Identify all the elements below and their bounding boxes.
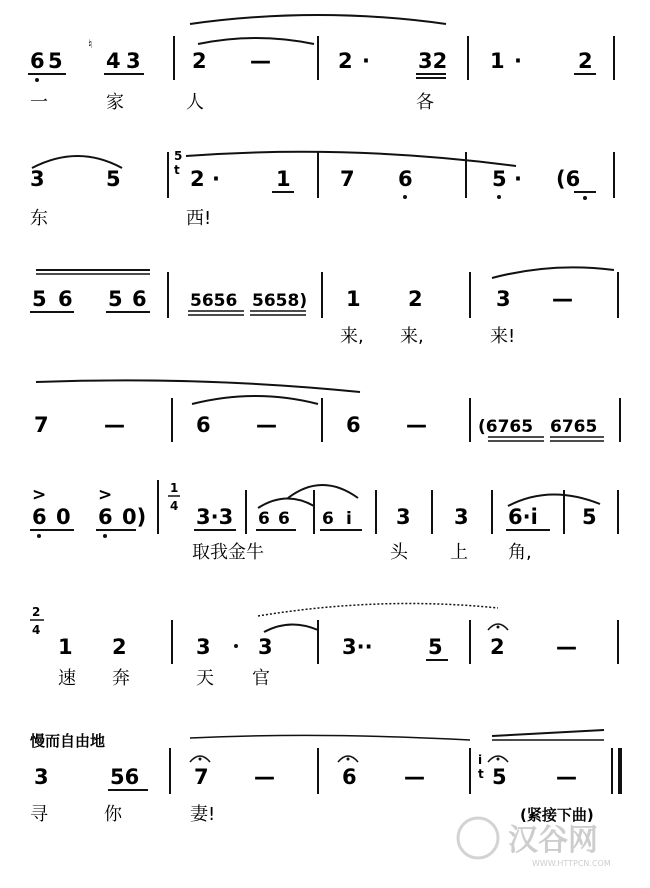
dash: — bbox=[552, 287, 573, 311]
row-5 bbox=[30, 480, 618, 563]
lyric: 奔 bbox=[112, 668, 130, 689]
grace-note: i bbox=[478, 753, 483, 767]
slur bbox=[198, 38, 314, 44]
cresc-line bbox=[492, 730, 604, 736]
note: 6 bbox=[32, 505, 47, 529]
note: 2 bbox=[190, 167, 205, 191]
lyric: 西! bbox=[186, 208, 212, 229]
lyric: 天 bbox=[196, 668, 214, 689]
note: 5 bbox=[492, 765, 507, 789]
grace-note: 5 bbox=[174, 149, 183, 163]
octave-dot bbox=[583, 196, 587, 200]
note: 3 bbox=[258, 635, 273, 659]
note: 6 bbox=[346, 413, 361, 437]
lyric: 寻 bbox=[30, 804, 48, 825]
lyric: 上 bbox=[450, 542, 468, 563]
slur bbox=[264, 624, 318, 632]
note: 5 bbox=[106, 167, 121, 191]
time-sig-bottom: 4 bbox=[170, 499, 179, 513]
note: 6 bbox=[398, 167, 413, 191]
lyric: 速 bbox=[58, 668, 76, 689]
note: 7 bbox=[34, 413, 49, 437]
note: 1 bbox=[490, 49, 505, 73]
fermata-dot bbox=[199, 758, 202, 761]
note: 6765 bbox=[550, 417, 598, 437]
note: 3 bbox=[396, 505, 411, 529]
note: 32 bbox=[418, 49, 448, 73]
dash: — bbox=[250, 49, 271, 73]
slur bbox=[492, 267, 614, 278]
octave-dot bbox=[37, 534, 41, 538]
octave-dot bbox=[403, 195, 407, 199]
note: 1 bbox=[346, 287, 361, 311]
note: (6 bbox=[556, 167, 581, 191]
lyric: 东 bbox=[30, 208, 48, 229]
note: 6 bbox=[58, 287, 73, 311]
note: 5 bbox=[492, 167, 507, 191]
lyric: 来! bbox=[490, 326, 516, 347]
note: 3 bbox=[34, 765, 49, 789]
row-3 bbox=[30, 267, 618, 347]
dash: — bbox=[254, 765, 275, 789]
dash: — bbox=[404, 765, 425, 789]
note: 6 bbox=[278, 509, 290, 529]
row-2 bbox=[30, 149, 614, 229]
note: 3 bbox=[30, 167, 45, 191]
dash: — bbox=[256, 413, 277, 437]
note: 6 bbox=[258, 509, 270, 529]
note: 6 bbox=[98, 505, 113, 529]
note: 6 bbox=[342, 765, 357, 789]
lyric: 家 bbox=[106, 92, 124, 113]
note: 7 bbox=[340, 167, 355, 191]
watermark-text: 汉谷网 bbox=[508, 823, 598, 858]
fermata-dot bbox=[497, 626, 500, 629]
fermata-dot bbox=[497, 758, 500, 761]
dot: · bbox=[514, 49, 522, 73]
note: 4 bbox=[106, 49, 121, 73]
lyric: 来, bbox=[400, 326, 424, 347]
accent-mark: > bbox=[98, 485, 113, 505]
fermata-dot bbox=[347, 758, 350, 761]
note: 5 bbox=[108, 287, 123, 311]
slur bbox=[192, 396, 318, 404]
note: 2 bbox=[578, 49, 593, 73]
note: 1 bbox=[58, 635, 73, 659]
lyric: 一 bbox=[30, 92, 48, 113]
octave-dot bbox=[103, 534, 107, 538]
note: 56 bbox=[110, 765, 140, 789]
note: 5 bbox=[428, 635, 443, 659]
lyric: 头 bbox=[390, 542, 408, 563]
dot bbox=[234, 644, 238, 648]
note: 3 bbox=[196, 635, 211, 659]
row-7 bbox=[29, 730, 620, 825]
note: i bbox=[346, 509, 352, 529]
dot: · bbox=[514, 167, 522, 191]
lyric: 妻! bbox=[190, 804, 216, 825]
note: 5658) bbox=[252, 291, 308, 311]
note: 3 bbox=[454, 505, 469, 529]
note: 5 bbox=[32, 287, 47, 311]
note: 5 bbox=[48, 49, 63, 73]
note: 5 bbox=[582, 505, 597, 529]
trill-mark: t bbox=[478, 767, 484, 781]
slur bbox=[36, 380, 360, 392]
note: 6 bbox=[322, 509, 334, 529]
dash: — bbox=[556, 635, 577, 659]
note: 3·3 bbox=[196, 505, 234, 529]
dash: — bbox=[406, 413, 427, 437]
note: 2 bbox=[338, 49, 353, 73]
note: 6 bbox=[196, 413, 211, 437]
time-sig-top: 2 bbox=[32, 605, 41, 619]
note: (6765 bbox=[478, 417, 534, 437]
footer-note: (紧接下曲) bbox=[520, 806, 594, 824]
row-4 bbox=[34, 380, 620, 442]
slur bbox=[190, 15, 446, 24]
note: 7 bbox=[194, 765, 209, 789]
lyric: 人 bbox=[186, 92, 204, 113]
note: 5656 bbox=[190, 291, 238, 311]
dash: — bbox=[556, 765, 577, 789]
note: 6 bbox=[132, 287, 147, 311]
lyric: 官 bbox=[252, 668, 270, 689]
lyric: 角, bbox=[508, 542, 532, 563]
watermark-logo-icon bbox=[458, 818, 498, 858]
time-sig-bottom: 4 bbox=[32, 623, 41, 637]
dot: · bbox=[212, 167, 220, 191]
time-sig-top: 1 bbox=[170, 481, 179, 495]
note: 6·i bbox=[508, 505, 538, 529]
tempo-marking: 慢而自由地 bbox=[30, 732, 106, 750]
octave-dot bbox=[497, 195, 501, 199]
watermark bbox=[458, 818, 611, 868]
slur bbox=[190, 735, 470, 740]
octave-dot bbox=[35, 78, 39, 82]
note: 3 bbox=[496, 287, 511, 311]
note: 3 bbox=[126, 49, 141, 73]
lyric: 各 bbox=[416, 92, 434, 113]
slur bbox=[258, 498, 314, 508]
lyric: 来, bbox=[340, 326, 364, 347]
note: 2 bbox=[192, 49, 207, 73]
rest: 0) bbox=[122, 505, 147, 529]
note: 2 bbox=[112, 635, 127, 659]
note: 2 bbox=[408, 287, 423, 311]
row-6 bbox=[30, 604, 618, 690]
lyric: 取我金牛 bbox=[192, 542, 264, 563]
note: 1 bbox=[276, 167, 291, 191]
natural-sign: ♮ bbox=[88, 37, 93, 51]
lyric: 你 bbox=[104, 804, 122, 825]
accent-mark: > bbox=[32, 485, 47, 505]
slur bbox=[288, 485, 358, 498]
trill-mark: t bbox=[174, 163, 180, 177]
note: 3·· bbox=[342, 635, 373, 659]
dash: — bbox=[104, 413, 125, 437]
rest: 0 bbox=[56, 505, 71, 529]
note: 6 bbox=[30, 49, 45, 73]
dot: · bbox=[362, 49, 370, 73]
row-1 bbox=[28, 15, 614, 113]
watermark-url: WWW.HTTPCN.COM bbox=[532, 859, 611, 868]
slur-dotted bbox=[258, 604, 498, 617]
note: 2 bbox=[490, 635, 505, 659]
